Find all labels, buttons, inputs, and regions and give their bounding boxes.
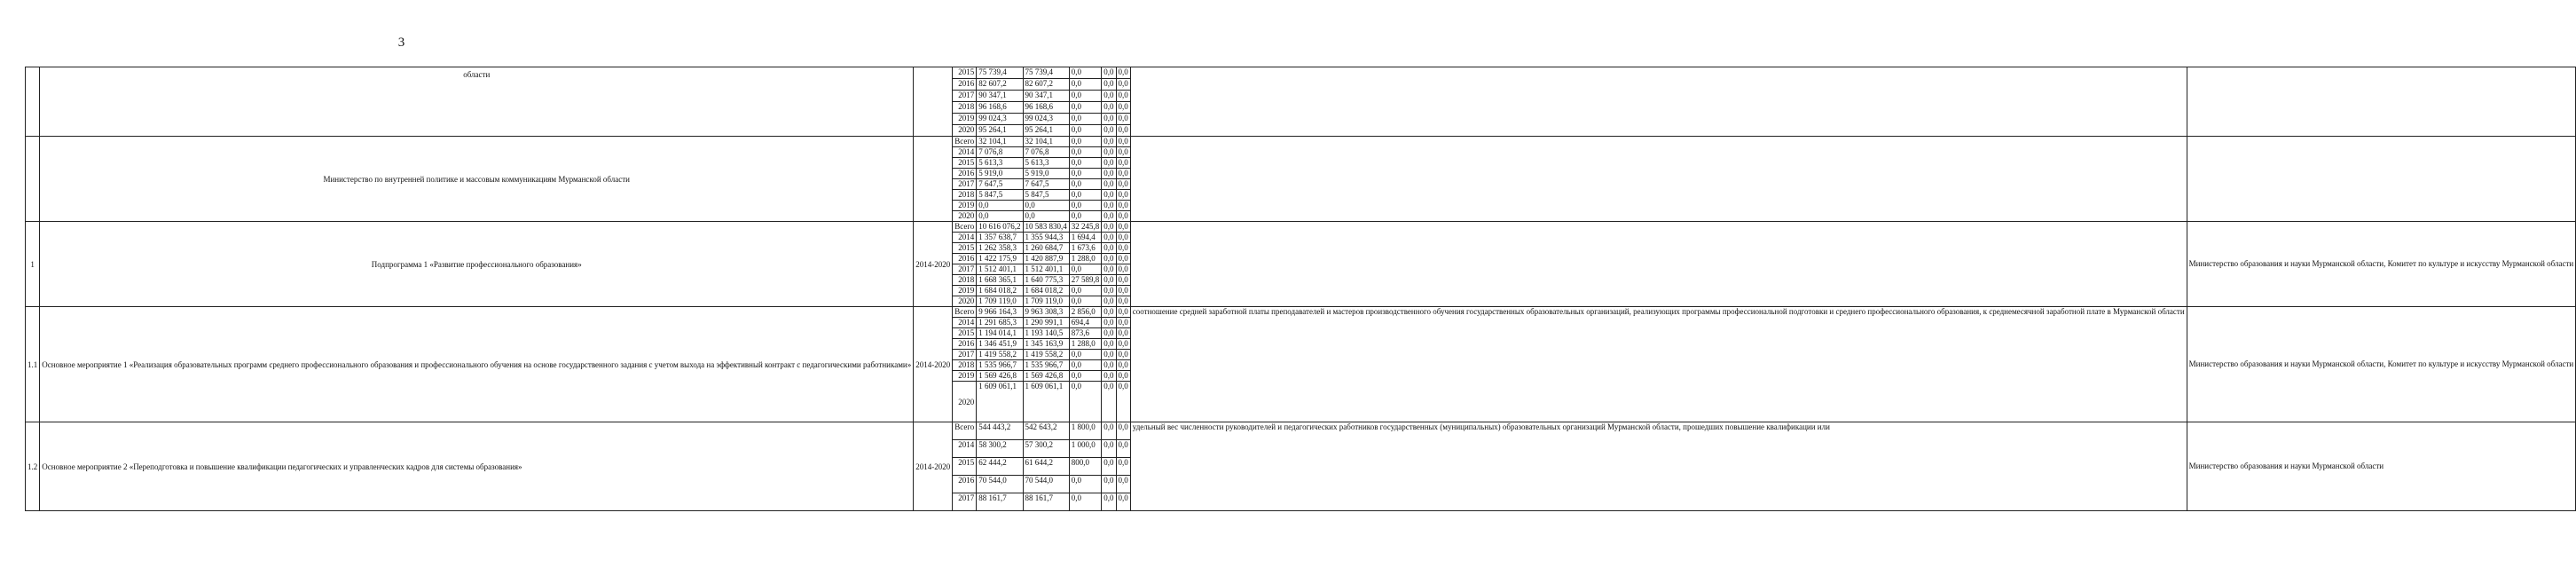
value-cell: 0,0 <box>1102 233 1116 243</box>
value-cell: 0,0 <box>1023 201 1069 211</box>
value-cell: 5 919,0 <box>977 169 1023 179</box>
value-cell: 0,0 <box>1116 67 1130 79</box>
year-cell: 2016 <box>953 339 977 350</box>
value-cell: 0,0 <box>1069 296 1102 307</box>
value-cell: 96 168,6 <box>977 102 1023 114</box>
row-number: 1.2 <box>26 422 40 511</box>
value-cell: 0,0 <box>977 211 1023 222</box>
value-cell: 99 024,3 <box>977 114 1023 125</box>
year-cell: 2014 <box>953 440 977 458</box>
value-cell: 1 512 401,1 <box>977 264 1023 275</box>
value-cell: 7 076,8 <box>1023 147 1069 158</box>
value-cell: 82 607,2 <box>1023 79 1069 91</box>
measure-name: Основное мероприятие 2 «Переподготовка и повышение квалификации педагогических и управленческих кадров для системы образования» <box>40 422 914 511</box>
value-cell: 0,0 <box>1116 458 1130 476</box>
year-cell: 2017 <box>953 493 977 511</box>
indicator-cell: соотношение средней заработной платы преподавателей и мастеров производственного обучения государственных образовательных организаций, реализующих программы профессиональной подготовки и среднего профессионального образования, к среднемесячной заработной плате в Мурманской области <box>1130 307 2187 422</box>
value-cell: 0,0 <box>1102 102 1116 114</box>
value-cell: 0,0 <box>1102 190 1116 201</box>
value-cell: 0,0 <box>1069 190 1102 201</box>
value-cell: 10 616 076,2 <box>977 222 1023 233</box>
value-cell: 0,0 <box>1102 91 1116 102</box>
value-cell: 0,0 <box>1116 158 1130 169</box>
year-cell: 2015 <box>953 158 977 169</box>
value-cell: 1 709 119,0 <box>977 296 1023 307</box>
value-cell: 0,0 <box>1069 91 1102 102</box>
value-cell: 1 194 014,1 <box>977 328 1023 339</box>
value-cell: 1 512 401,1 <box>1023 264 1069 275</box>
year-cell: Всего <box>953 307 977 318</box>
value-cell: 0,0 <box>1102 350 1116 360</box>
year-cell: 2018 <box>953 360 977 371</box>
value-cell: 0,0 <box>1116 147 1130 158</box>
value-cell: 0,0 <box>1102 201 1116 211</box>
value-cell: 9 963 308,3 <box>1023 307 1069 318</box>
value-cell: 1 673,6 <box>1069 243 1102 254</box>
value-cell: 1 260 684,7 <box>1023 243 1069 254</box>
value-cell: 0,0 <box>1069 79 1102 91</box>
executor-cell: Министерство образования и науки Мурманской области <box>2187 422 2576 511</box>
value-cell: 0,0 <box>1116 222 1130 233</box>
value-cell: 873,6 <box>1069 328 1102 339</box>
value-cell: 5 613,3 <box>1023 158 1069 169</box>
value-cell: 1 290 991,1 <box>1023 318 1069 328</box>
value-cell: 1 668 365,1 <box>977 275 1023 286</box>
value-cell: 1 709 119,0 <box>1023 296 1069 307</box>
value-cell: 27 589,8 <box>1069 275 1102 286</box>
value-cell: 0,0 <box>1116 307 1130 318</box>
value-cell: 1 420 887,9 <box>1023 254 1069 264</box>
indicator-cell <box>1130 222 2187 307</box>
year-cell: 2019 <box>953 201 977 211</box>
value-cell: 0,0 <box>1102 458 1116 476</box>
value-cell: 0,0 <box>1102 254 1116 264</box>
value-cell: 800,0 <box>1069 458 1102 476</box>
value-cell: 0,0 <box>1069 350 1102 360</box>
value-cell: 1 684 018,2 <box>1023 286 1069 296</box>
year-cell: Всего <box>953 137 977 147</box>
value-cell: 0,0 <box>1069 201 1102 211</box>
year-cell: 2018 <box>953 102 977 114</box>
year-cell: 2016 <box>953 79 977 91</box>
year-cell: 2014 <box>953 233 977 243</box>
value-cell: 0,0 <box>1116 79 1130 91</box>
value-cell: 32 104,1 <box>1023 137 1069 147</box>
value-cell: 0,0 <box>1102 328 1116 339</box>
executor-cell: Министерство образования и науки Мурманской области, Комитет по культуре и искусству Мурманской области <box>2187 307 2576 422</box>
value-cell: 82 607,2 <box>977 79 1023 91</box>
value-cell: 0,0 <box>1102 318 1116 328</box>
value-cell: 1 193 140,5 <box>1023 328 1069 339</box>
value-cell: 1 609 061,1 <box>977 382 1023 422</box>
value-cell: 0,0 <box>1116 102 1130 114</box>
value-cell: 0,0 <box>1116 243 1130 254</box>
value-cell: 2 856,0 <box>1069 307 1102 318</box>
value-cell: 0,0 <box>1116 422 1130 440</box>
implementation-period: 2014-2020 <box>914 307 953 422</box>
value-cell: 0,0 <box>1116 211 1130 222</box>
value-cell: 0,0 <box>1116 476 1130 493</box>
year-cell: 2014 <box>953 318 977 328</box>
value-cell: 1 288,0 <box>1069 254 1102 264</box>
value-cell: 694,4 <box>1069 318 1102 328</box>
value-cell: 0,0 <box>1069 211 1102 222</box>
value-cell: 0,0 <box>1102 264 1116 275</box>
year-cell: 2014 <box>953 147 977 158</box>
year-cell: 2019 <box>953 114 977 125</box>
year-cell: Всего <box>953 222 977 233</box>
value-cell: 7 647,5 <box>977 179 1023 190</box>
value-cell: 1 346 451,9 <box>977 339 1023 350</box>
value-cell: 90 347,1 <box>977 91 1023 102</box>
executor-cell <box>2187 137 2576 222</box>
value-cell: 0,0 <box>1116 339 1130 350</box>
value-cell: 0,0 <box>1102 422 1116 440</box>
year-cell: Всего <box>953 422 977 440</box>
value-cell: 70 544,0 <box>977 476 1023 493</box>
value-cell: 1 569 426,8 <box>1023 371 1069 382</box>
value-cell: 0,0 <box>1102 275 1116 286</box>
value-cell: 0,0 <box>1102 222 1116 233</box>
value-cell: 75 739,4 <box>1023 67 1069 79</box>
value-cell: 0,0 <box>1102 286 1116 296</box>
implementation-period: 2014-2020 <box>914 422 953 511</box>
value-cell: 0,0 <box>1102 211 1116 222</box>
value-cell: 1 355 944,3 <box>1023 233 1069 243</box>
value-cell: 0,0 <box>1069 114 1102 125</box>
value-cell: 0,0 <box>1116 137 1130 147</box>
value-cell: 32 245,8 <box>1069 222 1102 233</box>
value-cell: 0,0 <box>1102 158 1116 169</box>
year-cell: 2018 <box>953 275 977 286</box>
value-cell: 0,0 <box>1116 350 1130 360</box>
value-cell: 1 419 558,2 <box>1023 350 1069 360</box>
value-cell: 57 300,2 <box>1023 440 1069 458</box>
measure-name: Министерство по внутренней политике и массовым коммуникациям Мурманской области <box>40 137 914 222</box>
value-cell: 0,0 <box>1069 382 1102 422</box>
value-cell: 0,0 <box>1102 147 1116 158</box>
value-cell: 5 847,5 <box>977 190 1023 201</box>
value-cell: 0,0 <box>1102 169 1116 179</box>
value-cell: 0,0 <box>1116 382 1130 422</box>
value-cell: 5 613,3 <box>977 158 1023 169</box>
budget-table <box>25 67 2576 511</box>
value-cell: 1 288,0 <box>1069 339 1102 350</box>
value-cell: 95 264,1 <box>977 125 1023 137</box>
value-cell: 0,0 <box>1102 67 1116 79</box>
year-cell: 2020 <box>953 125 977 137</box>
table-row <box>26 222 2576 233</box>
year-cell: 2018 <box>953 190 977 201</box>
value-cell: 0,0 <box>1116 318 1130 328</box>
value-cell: 0,0 <box>1069 158 1102 169</box>
value-cell: 0,0 <box>1102 137 1116 147</box>
value-cell: 0,0 <box>1069 493 1102 511</box>
value-cell: 0,0 <box>1069 360 1102 371</box>
executor-cell: Министерство образования и науки Мурманской области, Комитет по культуре и искусству Мурманской области <box>2187 222 2576 307</box>
year-cell: 2015 <box>953 67 977 79</box>
year-cell: 2020 <box>953 382 977 422</box>
year-cell: 2016 <box>953 476 977 493</box>
value-cell: 1 000,0 <box>1069 440 1102 458</box>
table-row <box>26 307 2576 318</box>
value-cell: 1 609 061,1 <box>1023 382 1069 422</box>
measure-name: Основное мероприятие 1 «Реализация образовательных программ среднего профессионального образования и профессионального обучения на основе государственного задания с учетом выхода на эффективный контракт с педагогическими работниками» <box>40 307 914 422</box>
table-row <box>26 67 2576 79</box>
value-cell: 0,0 <box>1102 360 1116 371</box>
value-cell: 0,0 <box>1069 67 1102 79</box>
value-cell: 1 419 558,2 <box>977 350 1023 360</box>
row-number: 1.1 <box>26 307 40 422</box>
value-cell: 0,0 <box>1102 243 1116 254</box>
value-cell: 9 966 164,3 <box>977 307 1023 318</box>
value-cell: 0,0 <box>1116 201 1130 211</box>
year-cell: 2017 <box>953 264 977 275</box>
value-cell: 99 024,3 <box>1023 114 1069 125</box>
value-cell: 5 919,0 <box>1023 169 1069 179</box>
value-cell: 0,0 <box>1116 360 1130 371</box>
year-cell: 2019 <box>953 371 977 382</box>
value-cell: 1 535 966,7 <box>1023 360 1069 371</box>
value-cell: 544 443,2 <box>977 422 1023 440</box>
value-cell: 0,0 <box>1116 371 1130 382</box>
value-cell: 0,0 <box>1116 440 1130 458</box>
value-cell: 0,0 <box>1069 476 1102 493</box>
year-cell: 2017 <box>953 91 977 102</box>
value-cell: 1 535 966,7 <box>977 360 1023 371</box>
value-cell: 0,0 <box>1069 147 1102 158</box>
value-cell: 0,0 <box>1116 264 1130 275</box>
year-cell: 2020 <box>953 211 977 222</box>
value-cell: 0,0 <box>1116 328 1130 339</box>
value-cell: 0,0 <box>1116 286 1130 296</box>
year-cell: 2016 <box>953 254 977 264</box>
value-cell: 0,0 <box>1116 296 1130 307</box>
value-cell: 1 357 638,7 <box>977 233 1023 243</box>
year-cell: 2015 <box>953 328 977 339</box>
year-cell: 2017 <box>953 179 977 190</box>
value-cell: 0,0 <box>1102 476 1116 493</box>
value-cell: 95 264,1 <box>1023 125 1069 137</box>
value-cell: 1 345 163,9 <box>1023 339 1069 350</box>
value-cell: 1 684 018,2 <box>977 286 1023 296</box>
value-cell: 88 161,7 <box>1023 493 1069 511</box>
value-cell: 0,0 <box>1102 493 1116 511</box>
value-cell: 0,0 <box>977 201 1023 211</box>
year-cell: 2020 <box>953 296 977 307</box>
value-cell: 0,0 <box>1116 493 1130 511</box>
value-cell: 0,0 <box>1116 254 1130 264</box>
value-cell: 0,0 <box>1102 382 1116 422</box>
value-cell: 0,0 <box>1116 190 1130 201</box>
value-cell: 32 104,1 <box>977 137 1023 147</box>
row-number <box>26 137 40 222</box>
value-cell: 0,0 <box>1069 371 1102 382</box>
value-cell: 0,0 <box>1102 79 1116 91</box>
value-cell: 1 262 358,3 <box>977 243 1023 254</box>
year-cell: 2015 <box>953 458 977 476</box>
value-cell: 0,0 <box>1069 102 1102 114</box>
value-cell: 0,0 <box>1102 440 1116 458</box>
value-cell: 62 444,2 <box>977 458 1023 476</box>
value-cell: 0,0 <box>1116 275 1130 286</box>
value-cell: 0,0 <box>1116 91 1130 102</box>
value-cell: 0,0 <box>1116 125 1130 137</box>
value-cell: 0,0 <box>1102 114 1116 125</box>
value-cell: 0,0 <box>1116 233 1130 243</box>
table-row <box>26 422 2576 440</box>
year-cell: 2019 <box>953 286 977 296</box>
value-cell: 0,0 <box>1069 169 1102 179</box>
implementation-period <box>914 67 953 137</box>
measure-name: Подпрограмма 1 «Развитие профессионального образования» <box>40 222 914 307</box>
value-cell: 75 739,4 <box>977 67 1023 79</box>
value-cell: 0,0 <box>1069 137 1102 147</box>
value-cell: 0,0 <box>1116 169 1130 179</box>
value-cell: 70 544,0 <box>1023 476 1069 493</box>
indicator-cell <box>1130 137 2187 222</box>
indicator-cell <box>1130 67 2187 137</box>
value-cell: 0,0 <box>1102 179 1116 190</box>
value-cell: 1 800,0 <box>1069 422 1102 440</box>
value-cell: 61 644,2 <box>1023 458 1069 476</box>
value-cell: 0,0 <box>1116 179 1130 190</box>
value-cell: 5 847,5 <box>1023 190 1069 201</box>
value-cell: 0,0 <box>1069 125 1102 137</box>
value-cell: 1 569 426,8 <box>977 371 1023 382</box>
executor-cell <box>2187 67 2576 137</box>
value-cell: 0,0 <box>1102 339 1116 350</box>
value-cell: 0,0 <box>1102 125 1116 137</box>
value-cell: 10 583 830,4 <box>1023 222 1069 233</box>
value-cell: 58 300,2 <box>977 440 1023 458</box>
value-cell: 7 076,8 <box>977 147 1023 158</box>
measure-name: области <box>40 67 914 137</box>
year-cell: 2015 <box>953 243 977 254</box>
value-cell: 7 647,5 <box>1023 179 1069 190</box>
value-cell: 0,0 <box>1069 264 1102 275</box>
value-cell: 90 347,1 <box>1023 91 1069 102</box>
value-cell: 0,0 <box>1023 211 1069 222</box>
value-cell: 88 161,7 <box>977 493 1023 511</box>
page-number: 3 <box>397 36 405 50</box>
value-cell: 1 694,4 <box>1069 233 1102 243</box>
year-cell: 2016 <box>953 169 977 179</box>
value-cell: 0,0 <box>1102 296 1116 307</box>
value-cell: 0,0 <box>1069 286 1102 296</box>
indicator-cell: удельный вес численности руководителей и педагогических работников государственных (муниципальных) образовательных организаций Мурманской области, прошедших повышение квалификации или <box>1130 422 2187 511</box>
value-cell: 1 640 775,3 <box>1023 275 1069 286</box>
implementation-period <box>914 137 953 222</box>
value-cell: 542 643,2 <box>1023 422 1069 440</box>
row-number: 1 <box>26 222 40 307</box>
value-cell: 0,0 <box>1102 371 1116 382</box>
year-cell: 2017 <box>953 350 977 360</box>
value-cell: 96 168,6 <box>1023 102 1069 114</box>
table-row <box>26 137 2576 147</box>
value-cell: 0,0 <box>1116 114 1130 125</box>
value-cell: 0,0 <box>1069 179 1102 190</box>
value-cell: 0,0 <box>1102 307 1116 318</box>
row-number <box>26 67 40 137</box>
value-cell: 1 291 685,3 <box>977 318 1023 328</box>
implementation-period: 2014-2020 <box>914 222 953 307</box>
value-cell: 1 422 175,9 <box>977 254 1023 264</box>
